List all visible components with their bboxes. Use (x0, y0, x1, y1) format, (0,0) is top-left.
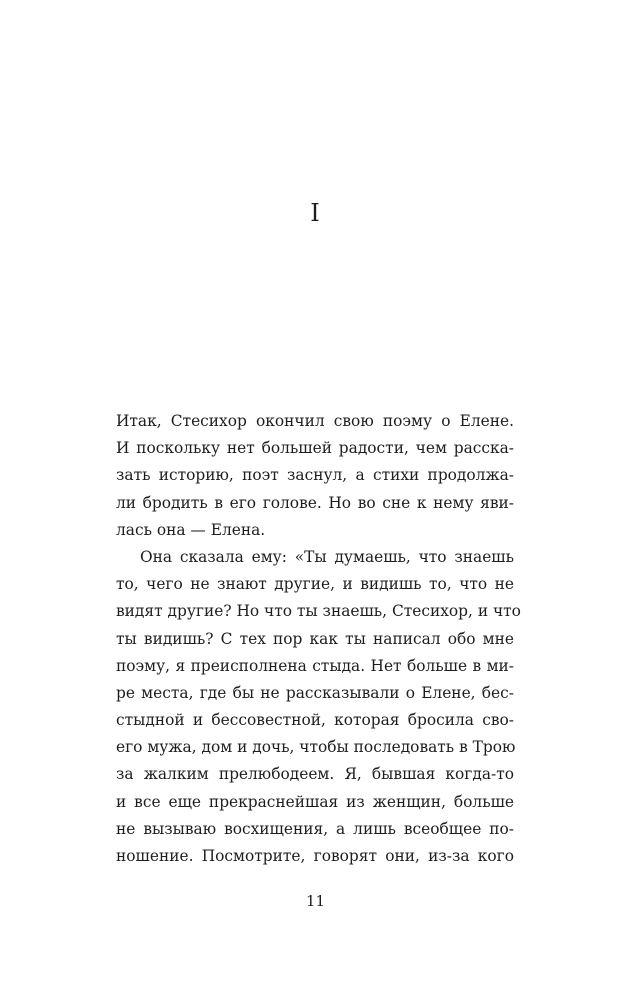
text-line: поэму, я преисполнена стыда. Нет больше в ми- (116, 656, 514, 675)
chapter-number: I (310, 199, 321, 227)
text-line: ношение. Посмотрите, говорят они, из-за кого (116, 847, 514, 865)
body-text (116, 408, 521, 870)
text-line: И поскольку нет большей радости, чем расска- (116, 439, 514, 458)
text-line: за жалким прелюбодеем. Я, бывшая когда-то (116, 765, 514, 784)
text-line: лась она — Елена. (116, 520, 266, 539)
text-line: ли бродить в его голове. Но во сне к нему яви- (116, 493, 514, 512)
text-line: зать историю, поэт заснул, а стихи продолжа- (116, 466, 514, 485)
text-line: и все еще прекраснейшая из женщин, больше (116, 792, 514, 811)
text-line: стыдной и бессовестной, которая бросила сво- (116, 711, 514, 730)
paragraph-1 (116, 408, 514, 544)
text-line: Итак, Стесихор окончил свою поэму о Елене. (116, 412, 514, 430)
text-line: ре места, где бы не рассказывали о Елене, бес- (116, 683, 514, 702)
text-line: то, чего не знают другие, и видишь то, что не (116, 575, 514, 594)
text-line: его мужа, дом и дочь, чтобы последовать в Трою (116, 738, 516, 757)
page-number: 11 (305, 892, 326, 910)
text-line: видят другие? Но что ты знаешь, Стесихор, и что (116, 602, 521, 621)
text-line: Она сказала ему: «Ты думаешь, что знаешь (140, 547, 514, 566)
text-line: не вызываю восхищения, а лишь всеобщее по- (116, 819, 514, 838)
text-line: ты видишь? С тех пор как ты написал обо мне (116, 629, 514, 648)
paragraph-2 (116, 544, 521, 870)
